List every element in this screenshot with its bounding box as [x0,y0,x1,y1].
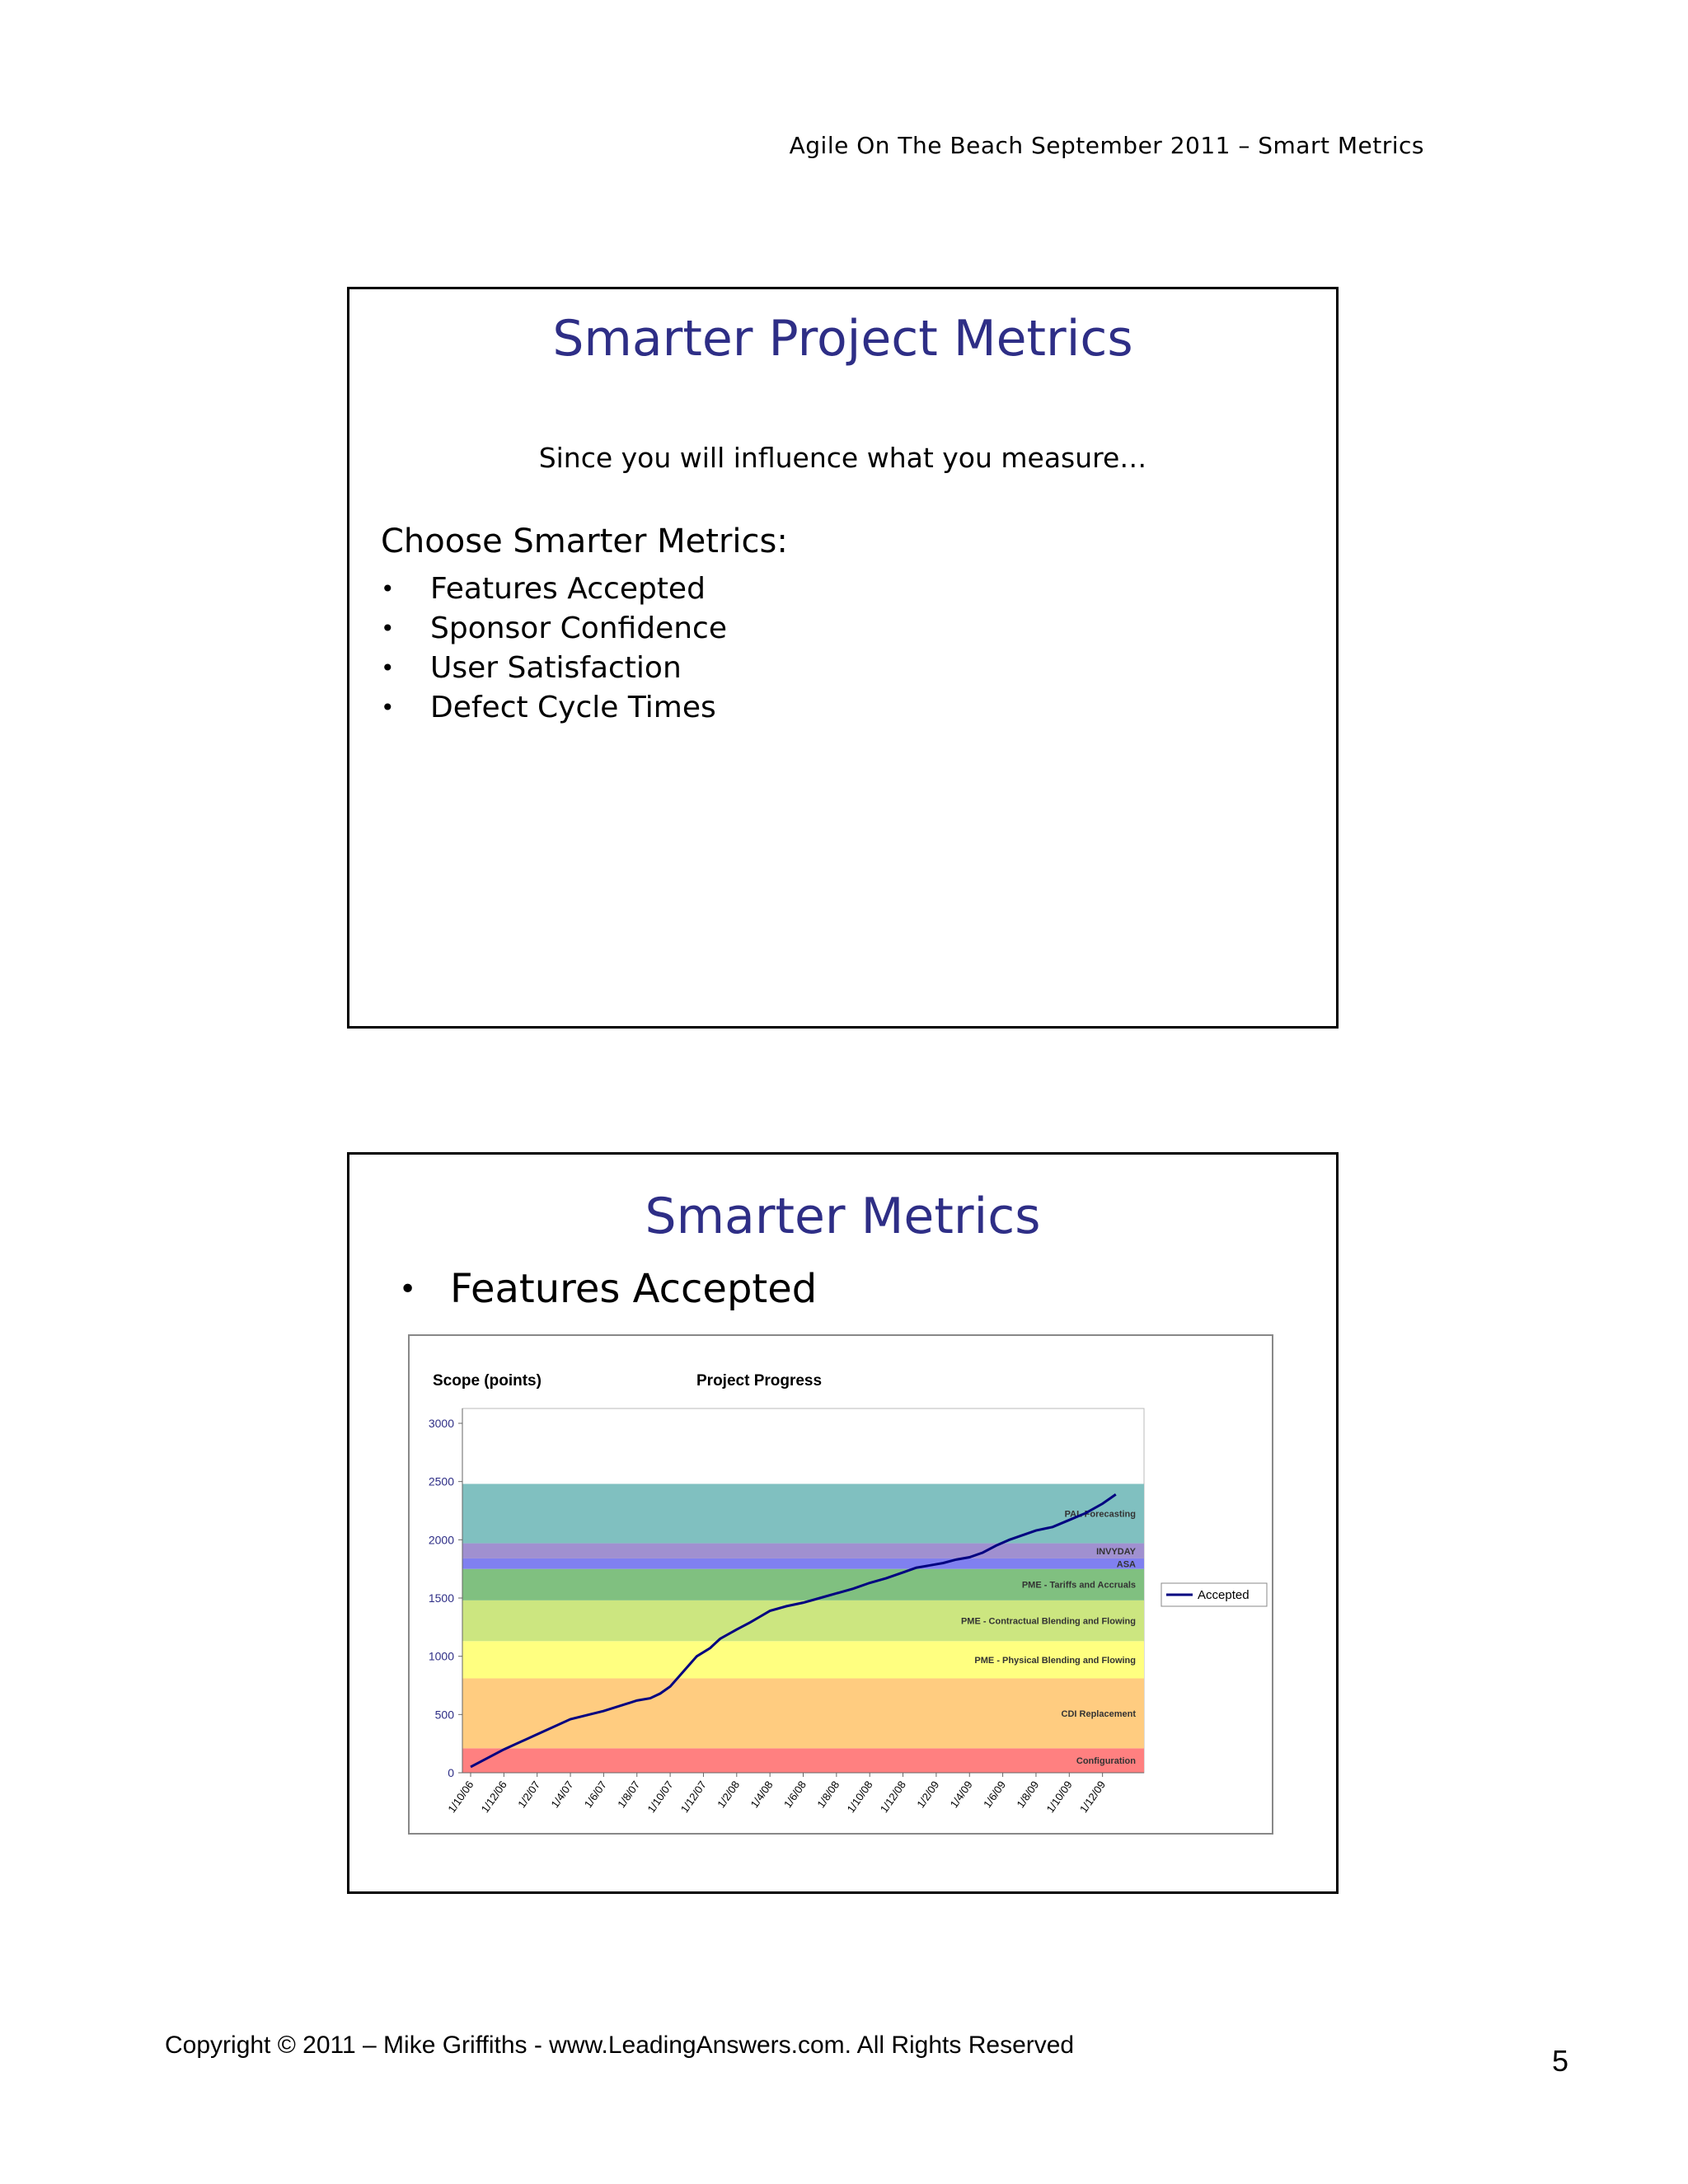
bullet-glyph: • [381,654,395,682]
bullet-glyph: • [381,694,395,721]
band-label: PME - Physical Blending and Flowing [974,1655,1136,1666]
bullet-glyph: • [381,615,395,642]
band-label: CDI Replacement [1061,1708,1136,1719]
bullet-text: Features Accepted [450,1266,818,1312]
band-pal-forecasting [462,1483,1144,1543]
x-tick-label: 1/8/07 [615,1779,643,1811]
x-tick-label: 1/4/09 [947,1779,975,1811]
y-tick-label: 3000 [428,1417,454,1430]
x-tick-label: 1/6/09 [981,1779,1009,1811]
x-tick-label: 1/2/08 [715,1779,743,1811]
slide-title: Smarter Metrics [645,1188,1041,1245]
document-header: Agile On The Beach September 2011 – Smart Metrics [789,132,1424,159]
slide-smarter-project-metrics [347,287,1339,1029]
band-label: PME - Contractual Blending and Flowing [960,1616,1136,1627]
bullet-text: Defect Cycle Times [430,691,716,724]
x-tick-label: 1/8/09 [1014,1779,1042,1811]
legend-label: Accepted [1198,1588,1250,1602]
x-tick-label: 1/2/09 [914,1779,942,1811]
bullet-item [381,609,727,649]
x-tick-label: 1/10/08 [844,1779,875,1816]
page-number: 5 [1551,2044,1568,2078]
band-label: ASA [1116,1559,1136,1570]
y-axis-label: Scope (points) [433,1372,542,1390]
x-tick-label: 1/10/09 [1043,1779,1075,1816]
bullet-text: User Satisfaction [430,651,682,685]
x-tick-label: 1/6/08 [781,1779,809,1811]
x-tick-label: 1/2/07 [515,1779,543,1811]
bullet-item [381,688,727,728]
x-tick-label: 1/4/07 [548,1779,576,1811]
x-tick-label: 1/4/08 [748,1779,776,1811]
bullet-glyph: • [399,1272,417,1306]
band-configuration [462,1748,1144,1773]
slide-title: Smarter Project Metrics [552,310,1133,368]
slide-subtitle: Since you will influence what you measure… [538,442,1147,474]
chart-title: Project Progress [696,1372,823,1390]
slide-lead: Choose Smarter Metrics: [381,523,788,560]
x-tick-label: 1/12/09 [1076,1779,1109,1816]
band-invyday [462,1544,1144,1558]
x-tick-label: 1/12/06 [478,1779,509,1816]
band-label: PAL Forecasting [1064,1509,1136,1520]
x-tick-label: 1/10/06 [445,1779,476,1816]
band-cdi-replacement [462,1679,1144,1749]
band-asa [462,1558,1144,1569]
chart-svg [410,1336,1272,1833]
x-tick-label: 1/6/07 [581,1779,609,1811]
x-tick-label: 1/12/08 [877,1779,909,1816]
x-tick-label: 1/10/07 [645,1779,676,1816]
bullet-item [399,1266,817,1312]
bullet-list [381,569,727,728]
x-tick-label: 1/12/07 [678,1779,709,1816]
band-label: Configuration [1076,1756,1136,1767]
y-tick-label: 0 [448,1766,454,1779]
slide-smarter-metrics [347,1152,1339,1894]
y-tick-label: 500 [434,1708,454,1722]
project-progress-chart [408,1334,1273,1835]
y-tick-label: 2500 [428,1474,454,1488]
bullet-glyph: • [381,575,395,602]
footer-copyright: Copyright © 2011 – Mike Griffiths - www.LeadingAnswers.com. All Rights Reserved [165,2032,1075,2059]
bullet-text: Sponsor Confidence [430,612,727,645]
x-tick-label: 1/8/08 [814,1779,842,1811]
y-tick-label: 1500 [428,1591,454,1605]
y-tick-label: 2000 [428,1533,454,1547]
y-tick-label: 1000 [428,1649,454,1663]
band-label: INVYDAY [1096,1546,1136,1557]
bullet-item [381,569,727,609]
bullet-item [381,649,727,688]
band-label: PME - Tariffs and Accruals [1021,1580,1136,1591]
bullet-text: Features Accepted [430,572,706,606]
